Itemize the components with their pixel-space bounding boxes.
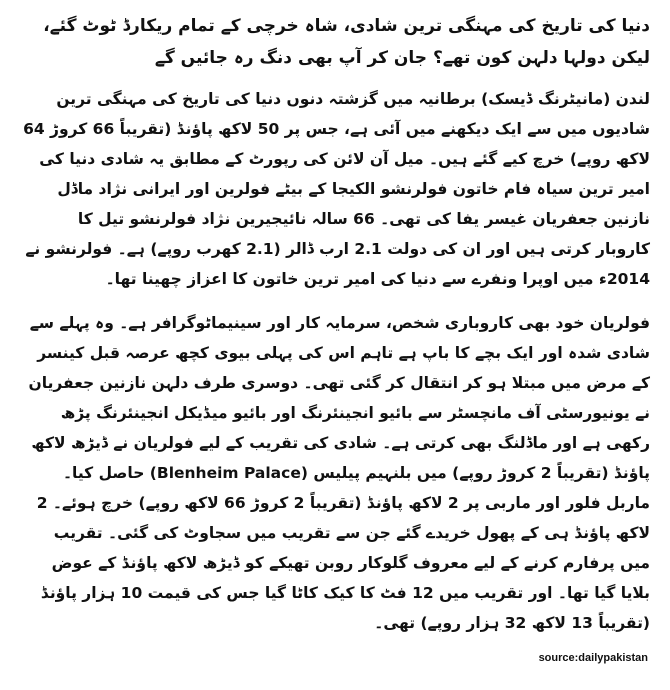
article-paragraph-2: فولریان خود بھی کاروباری شخص، سرمایہ کار اور سینیماٹوگرافر ہے۔ وہ پہلے سے شادی شدہ اور ایک بچے کا باپ ہے تاہم اس کی پہلی بیوی کچھ عرصہ قبل کینسر کے مرض میں مبتلا ہو کر انتقال کر گئی تھی۔ دوسری طرف دلہن نازنین جعفریان نے یونیورسٹی آف مانچسٹر سے بائیو انجینئرنگ اور بائیو میڈیکل انجینئرنگ پڑھ رکھی ہے اور ماڈلنگ بھی کرتی ہے۔ شادی کی تقریب کے لیے فولریان نے ڈیڑھ لاکھ پاؤنڈ (تقریباً 2 کروڑ روپے) میں بلنہیم پیلیس (Blenheim Palace) حاصل کیا۔ ماربل فلور اور ماربی پر 2 لاکھ پاؤنڈ (تقریباً 2 کروڑ 66 لاکھ روپے) خرچ ہوئے۔ 2 لاکھ پاؤنڈ ہی کے پھول خریدے گئے جن سے تقریب میں سجاوٹ کی گئی۔ تقریب میں پرفارم کرنے کے لیے معروف گلوکار روبن تھیکے کو ڈیڑھ لاکھ پاؤنڈ کے عوض بلایا گیا تھا۔ اور تقریب میں 12 فٹ کا کیک کاٹا گیا جس کی قیمت 10 ہزار پاؤنڈ (تقریباً 13 لاکھ 32 ہزار روپے) تھی۔ (28, 314, 650, 632)
source-credit: source:dailypakistan (538, 652, 648, 664)
article-paragraph-1: لندن (مانیٹرنگ ڈیسک) برطانیہ میں گزشتہ دنوں دنیا کی تاریخ کی مہنگی ترین شادیوں میں سے ایک دیکھنے میں آئی ہے، جس پر 50 لاکھ پاؤنڈ (تقریباً 66 کروڑ 64 لاکھ روپے) خرچ کیے گئے ہیں۔ میل آن لائن کی رپورٹ کے مطابق یہ شادی دنیا کی امیر ترین سیاہ فام خاتون فولرنشو الکیجا کے بیٹے فولرین اور ایرانی نژاد ماڈل نازنین جعفریان غیسر یفا کی تھی۔ 66 سالہ نائیجیرین نژاد فولرنشو تیل کا کاروبار کرتی ہیں اور ان کی دولت 2.1 ارب ڈالر (2.1 کھرب روپے) ہے۔ فولرنشو نے 2014ء میں اوپرا ونفرے سے دنیا کی امیر ترین خاتون کا اعزاز چھینا تھا۔ (23, 90, 650, 288)
article-title: دنیا کی تاریخ کی مہنگی ترین شادی، شاہ خرچی کے تمام ریکارڈ ٹوٹ گئے، لیکن دولہا دلہن کون تھے؟ جان کر آپ بھی دنگ رہ جائیں گے (43, 16, 650, 68)
article (22, 10, 650, 652)
